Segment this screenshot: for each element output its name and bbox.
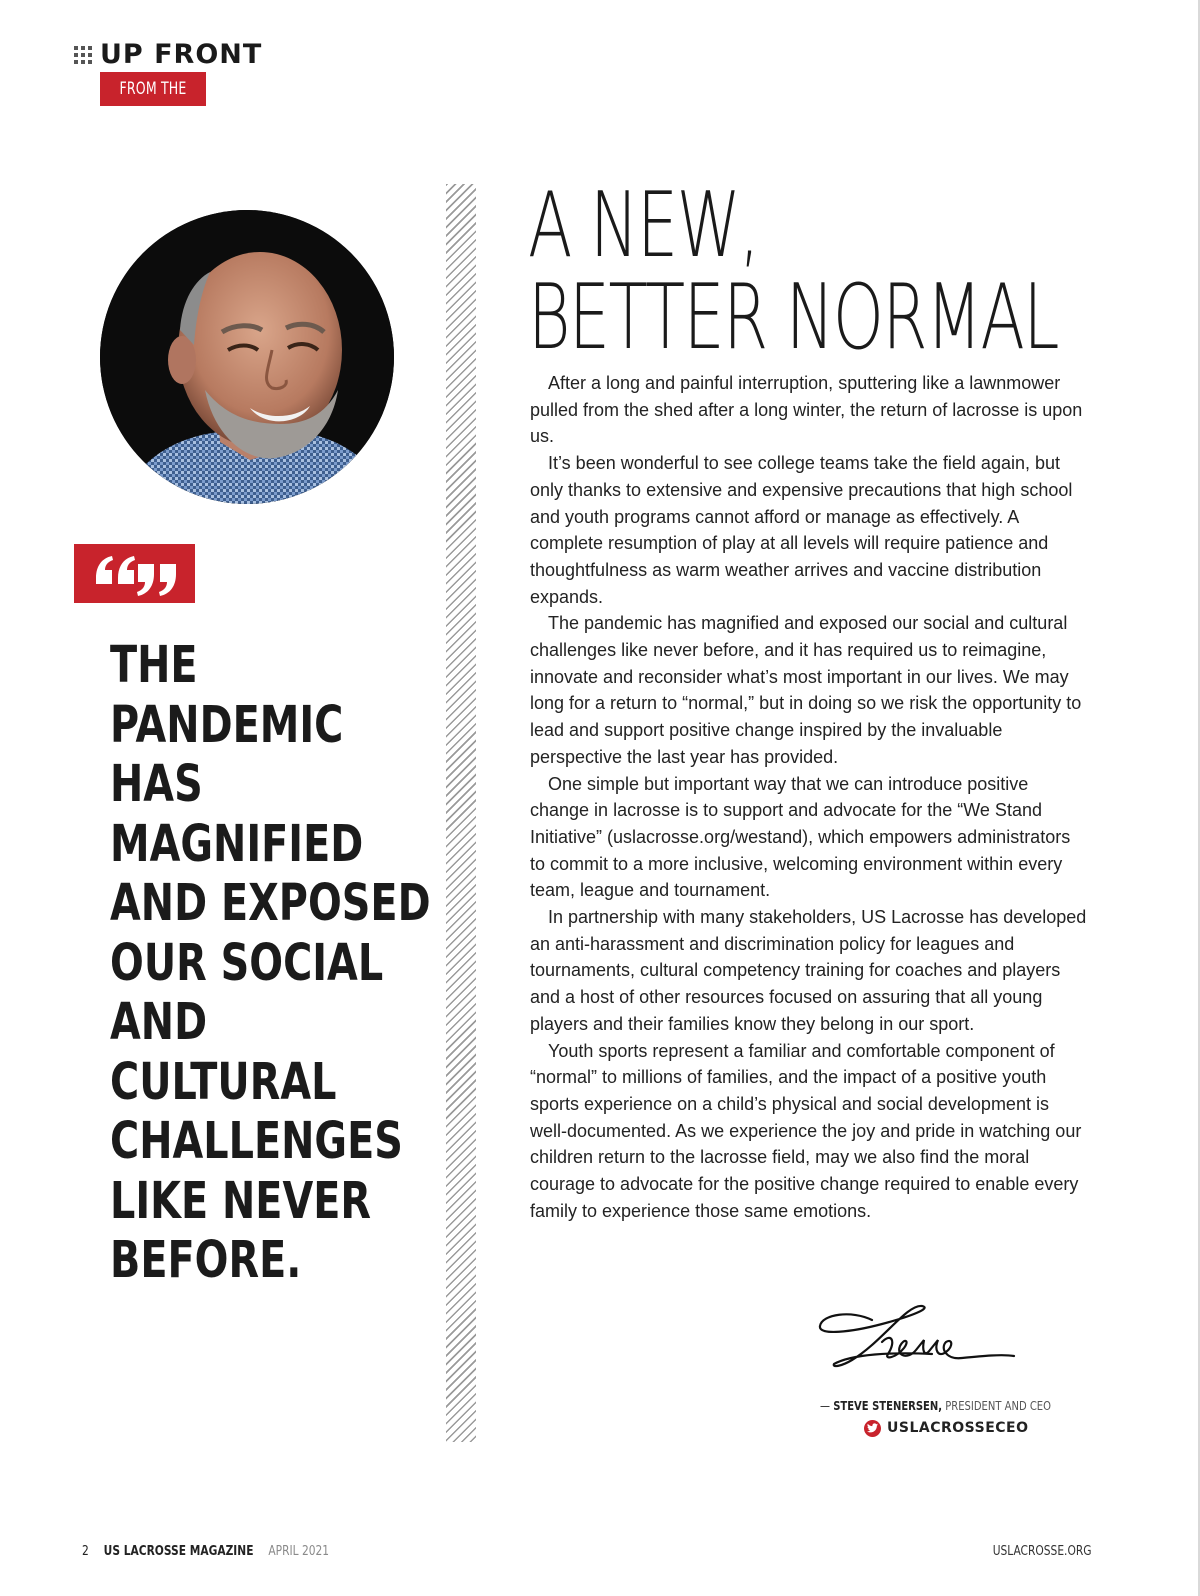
page-number: 2 — [82, 1544, 89, 1559]
paragraph: It’s been wonderful to see college teams take the field again, but only thanks to extensive and expensive precautions that high school and youth programs cannot afford or manage as effectively. A complete resumption of play at all levels will require patience and thoughtfulness as warm weather arrives and vaccine distribution expands. — [530, 453, 1073, 607]
paragraph: After a long and painful interruption, sputtering like a lawnmower pulled from the shed after a long winter, the return of lacrosse is upon us. — [530, 373, 1083, 447]
author-role: PRESIDENT AND CEO — [945, 1398, 1051, 1413]
footer-site[interactable] — [971, 1544, 1092, 1559]
article-body — [530, 370, 1090, 1225]
subsection-label: FROM THE CEO — [119, 79, 187, 133]
author-portrait — [100, 210, 394, 504]
paragraph: Youth sports represent a familiar and comfortable component of “normal” to millions of families, and the impact of a positive youth sports experience on a child’s physical and social development is well-documented. As we experience the joy and pride in watching our children return to the lacrosse field, may we also find the moral courage to advocate for the positive change required to enable every family to experience those same emotions. — [530, 1040, 1082, 1221]
pull-quote-text: THE PANDEMIC HAS MAGNIFIED AND EXPOSED OUR SOCIAL AND CULTURAL CHALLENGES LIKE NEVER BEFORE. — [110, 636, 431, 1290]
paragraph: One simple but important way that we can introduce positive change in lacrosse is to support and advocate for the “We Stand Initiative” (uslacrosse.org/westand), which empowers administrators to commit to a more inclusive, welcoming environment within every team, league and tournament. — [530, 773, 1071, 901]
article-headline — [528, 173, 1059, 370]
author-name: STEVE STENERSEN, — [833, 1398, 943, 1413]
footer-folio — [82, 1544, 383, 1559]
signoff-line — [820, 1398, 1109, 1413]
headline-line-2: BETTER NORMAL — [528, 265, 1059, 370]
paragraph: The pandemic has magnified and exposed our social and cultural challenges like never before, and it has required us to reimagine, innovate and reconsider what’s most important in our lives. We may long for a return to “normal,” but in doing so we risk the opportunity to lead and support positive change inspired by the invaluable perspective the last year has provided. — [530, 613, 1082, 767]
handwritten-signature — [812, 1302, 1022, 1382]
twitter-bird-icon — [864, 1420, 881, 1437]
headline-line-1: A NEW, — [528, 173, 759, 278]
quote-marks-icon — [74, 544, 195, 603]
signoff-dash: — — [820, 1398, 830, 1413]
social-handle[interactable] — [864, 1418, 1029, 1438]
pull-quote — [110, 636, 440, 1291]
paragraph: In partnership with many stakeholders, US Lacrosse has developed an anti-harassment and discrimination policy for leagues and tournaments, cultural competency training for coaches and players and a host of other resources focused on assuring that all young players and their families know they belong in our sport. — [530, 907, 1087, 1034]
magazine-name: US LACROSSE MAGAZINE — [103, 1544, 254, 1559]
grid-dots-icon — [74, 46, 92, 64]
site-url: USLACROSSE.ORG — [993, 1544, 1092, 1559]
handle-text: USLACROSSECEO — [887, 1420, 1029, 1436]
subsection-badge — [100, 72, 206, 133]
section-title: UP FRONT — [100, 39, 263, 70]
hatched-divider — [446, 184, 476, 1442]
issue-date: APRIL 2021 — [268, 1544, 330, 1559]
